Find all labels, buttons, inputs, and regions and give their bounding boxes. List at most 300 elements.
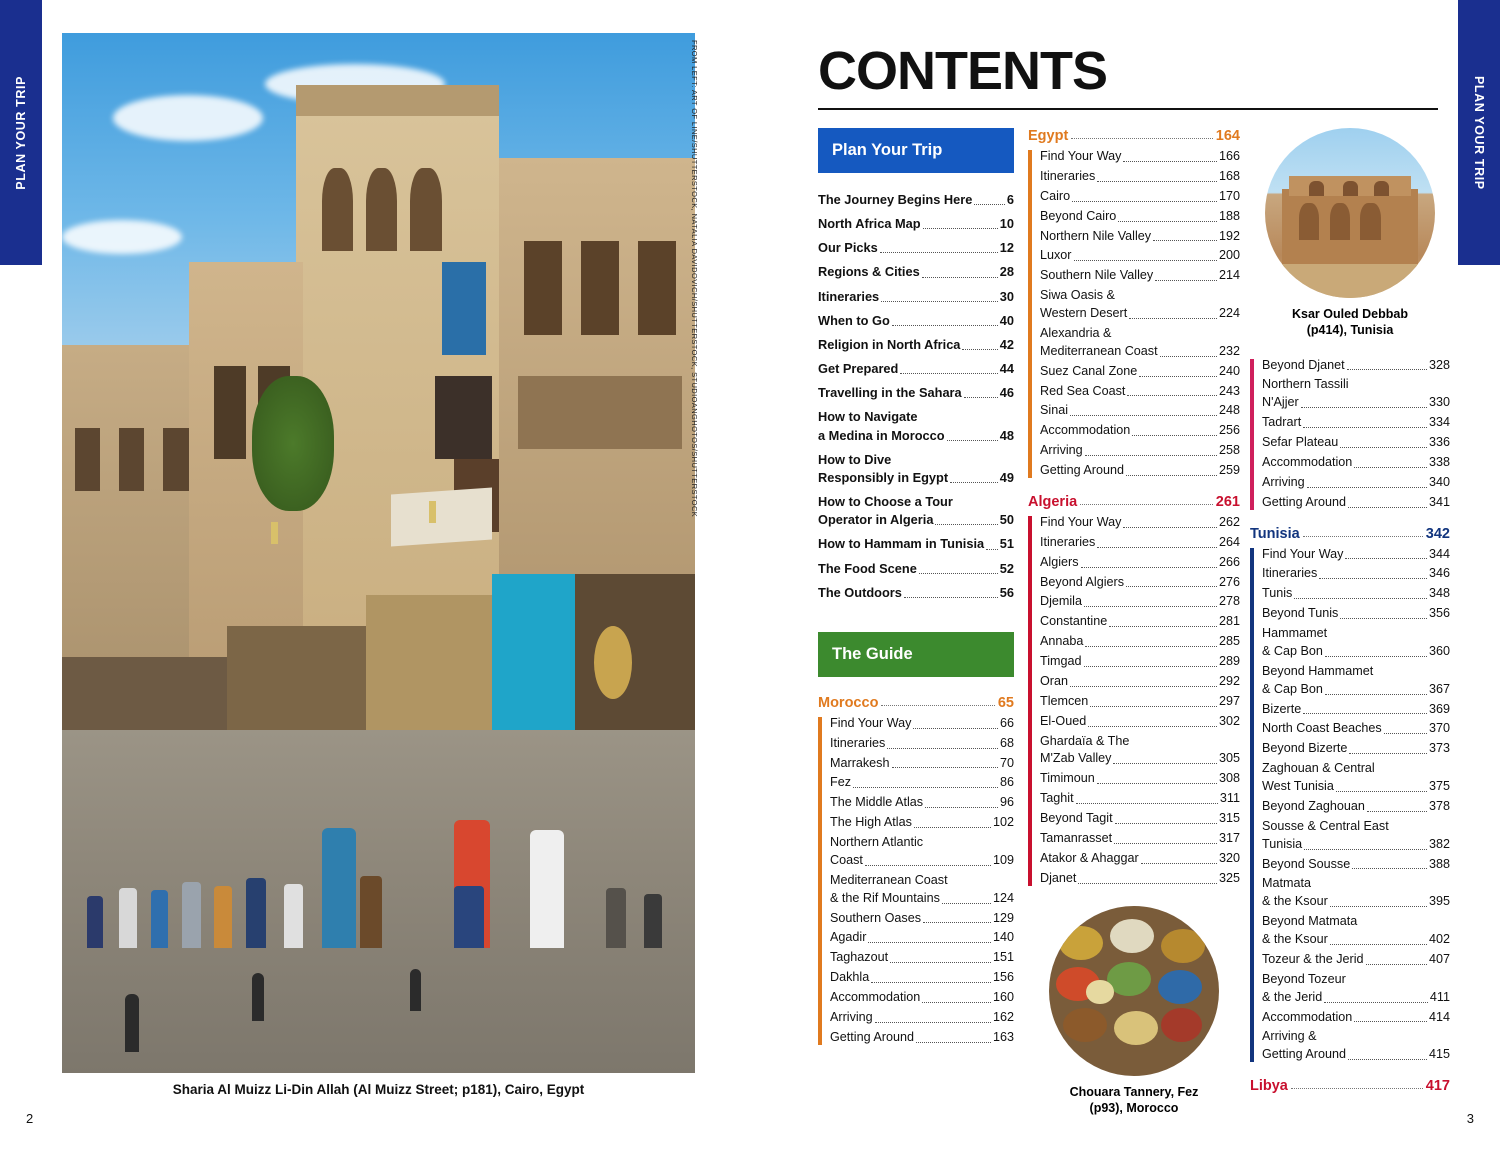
toc-entry[interactable] [1040, 148, 1240, 166]
toc-page: 292 [1218, 673, 1240, 688]
toc-page: 297 [1218, 693, 1240, 708]
leader-dots [881, 301, 998, 302]
page-title: CONTENTS [818, 41, 1107, 101]
toc-entry[interactable] [1040, 514, 1240, 532]
toc-title-line2: Operator in Algeria [818, 512, 934, 528]
country-heading-morocco[interactable] [818, 695, 1014, 711]
toc-entry[interactable] [1040, 208, 1240, 226]
toc-entry[interactable] [1040, 188, 1240, 206]
leader-dots [922, 1002, 991, 1003]
toc-page: 276 [1218, 574, 1240, 589]
toc-entry[interactable] [1040, 267, 1240, 285]
leader-dots [986, 549, 998, 550]
right-page [750, 0, 1500, 1154]
leader-dots [900, 373, 997, 374]
toc-entry[interactable] [1262, 740, 1450, 758]
toc-entry[interactable] [1262, 875, 1450, 911]
country-heading-tunisia[interactable] [1250, 526, 1450, 542]
toc-page: 375 [1428, 779, 1450, 793]
leader-dots [892, 325, 998, 326]
algeria-continued-list [1250, 357, 1450, 512]
leader-dots [871, 982, 991, 983]
toc-entry[interactable] [1040, 770, 1240, 788]
toc-entry[interactable] [830, 872, 1014, 908]
caption-line-2: (p93), Morocco [1089, 1100, 1179, 1115]
toc-entry[interactable] [1040, 402, 1240, 420]
toc-title: Siwa Oasis & [1040, 288, 1115, 303]
leader-dots [1336, 791, 1427, 792]
toc-title: Taghit [1040, 791, 1074, 806]
toc-entry[interactable] [1040, 442, 1240, 460]
toc-title: Accommodation [1262, 1009, 1353, 1024]
toc-title: Itineraries [830, 735, 886, 750]
leader-dots [1294, 598, 1427, 599]
toc-title: Sefar Plateau [1262, 435, 1339, 449]
toc-title: The Food Scene [818, 560, 917, 576]
toc-entry[interactable] [818, 384, 1014, 402]
leader-dots [892, 767, 998, 768]
leader-dots [1123, 527, 1217, 528]
toc-entry[interactable] [1262, 760, 1450, 796]
toc-entry[interactable] [1262, 605, 1450, 623]
toc-title: Northern Nile Valley [1040, 228, 1152, 243]
toc-title: Beyond Cairo [1040, 208, 1117, 223]
photo-caption: Sharia Al Muizz Li-Din Allah (Al Muizz Street; p181), Cairo, Egypt [172, 1082, 585, 1097]
toc-title-line2: Mediterranean Coast [1040, 343, 1158, 358]
toc-title: Itineraries [1262, 566, 1318, 581]
leader-dots [1354, 1021, 1427, 1022]
toc-page: 395 [1428, 894, 1450, 909]
country-name: Libya [1250, 1078, 1288, 1095]
toc-page: 415 [1428, 1047, 1450, 1062]
toc-page: 162 [992, 1009, 1014, 1024]
leader-dots [875, 1022, 991, 1023]
leader-dots [1367, 811, 1427, 812]
toc-entry[interactable] [818, 408, 1014, 444]
country-name: Tunisia [1250, 525, 1300, 542]
toc-entry[interactable] [818, 312, 1014, 330]
toc-page: 124 [992, 890, 1014, 905]
toc-entry[interactable] [1262, 625, 1450, 661]
leader-dots [950, 482, 998, 483]
toc-title-line2: & Cap Bon [1262, 681, 1323, 696]
toc-title: Beyond Zaghouan [1262, 798, 1365, 813]
toc-page: 163 [992, 1029, 1014, 1044]
toc-page: 266 [1218, 554, 1240, 569]
toc-title: Arriving [830, 1009, 873, 1024]
toc-title: Zaghouan & Central [1262, 761, 1375, 776]
toc-entry[interactable] [830, 814, 1014, 832]
leader-dots [916, 1042, 991, 1043]
leader-dots [1366, 964, 1427, 965]
toc-title: Northern Tassili [1262, 377, 1349, 392]
toc-title-line2: Getting Around [1262, 1047, 1347, 1062]
country-page: 65 [997, 694, 1014, 711]
side-tab-plan-your-trip-left [0, 0, 42, 265]
toc-entry[interactable] [818, 584, 1014, 602]
toc-entry[interactable] [1040, 593, 1240, 611]
toc-entry[interactable] [818, 288, 1014, 306]
leader-dots [1085, 455, 1217, 456]
toc-page: 68 [999, 735, 1014, 750]
toc-title: Mediterranean Coast [830, 872, 948, 887]
page-number-right: 3 [1466, 1111, 1474, 1126]
toc-page: 305 [1218, 751, 1240, 766]
leader-dots [1307, 487, 1427, 488]
toc-entry[interactable] [1040, 462, 1240, 480]
toc-entry[interactable] [818, 239, 1014, 257]
leader-dots [1352, 868, 1427, 869]
toc-title: How to Hammam in Tunisia [818, 536, 985, 552]
toc-title: Getting Around [1262, 494, 1347, 509]
toc-page: 402 [1428, 932, 1450, 946]
toc-page: 243 [1218, 383, 1240, 398]
toc-title: Arriving & [1262, 1029, 1317, 1044]
toc-entry[interactable] [1262, 798, 1450, 816]
toc-entry[interactable] [830, 715, 1014, 733]
leader-dots [1304, 849, 1427, 850]
toc-page: 348 [1428, 586, 1450, 601]
toc-entry[interactable] [1040, 653, 1240, 671]
toc-page: 334 [1428, 415, 1450, 430]
leader-dots [974, 204, 1005, 205]
toc-page: 30 [999, 288, 1014, 304]
toc-page: 192 [1218, 228, 1240, 243]
leader-dots [1080, 504, 1213, 505]
caption-line-1: Ksar Ouled Debbab [1292, 307, 1408, 321]
toc-title: Beyond Djanet [1262, 357, 1345, 372]
leader-dots [1088, 726, 1217, 727]
toc-title: Matmata [1262, 876, 1311, 891]
toc-title-line2: Western Desert [1040, 306, 1128, 320]
toc-page: 6 [1006, 192, 1014, 207]
leader-dots [1129, 318, 1217, 319]
toc-page: 256 [1218, 423, 1240, 438]
leader-dots [1109, 626, 1217, 627]
toc-page: 336 [1428, 435, 1450, 449]
toc-page: 411 [1429, 989, 1450, 1004]
toc-page: 49 [999, 469, 1014, 485]
toc-entry[interactable] [1262, 971, 1450, 1007]
toc-title: Tamanrasset [1040, 830, 1113, 845]
toc-page: 407 [1428, 951, 1450, 966]
toc-entry[interactable] [818, 336, 1014, 354]
side-tab-label: PLAN YOUR TRIP [1472, 75, 1486, 190]
toc-entry[interactable] [1040, 870, 1240, 888]
toc-entry[interactable] [1040, 228, 1240, 246]
toc-entry[interactable] [1040, 850, 1240, 868]
toc-entry[interactable] [1040, 673, 1240, 691]
toc-entry[interactable] [1040, 713, 1240, 731]
leader-dots [1084, 666, 1217, 667]
toc-page: 317 [1218, 830, 1240, 845]
leader-dots [887, 748, 998, 749]
toc-title: Religion in North Africa [818, 336, 961, 352]
toc-entry[interactable] [1040, 733, 1240, 769]
toc-entry[interactable] [1040, 168, 1240, 186]
country-name: Algeria [1028, 493, 1078, 510]
side-tab-label: PLAN YOUR TRIP [14, 75, 28, 190]
toc-page: 140 [992, 930, 1014, 945]
toc-page: 344 [1428, 546, 1450, 561]
toc-title: Beyond Hammamet [1262, 663, 1374, 678]
toc-entry[interactable] [1262, 585, 1450, 603]
leader-dots [853, 787, 998, 788]
toc-page: 48 [999, 427, 1014, 443]
algeria-subsection-list [1028, 514, 1240, 888]
toc-title: Djemila [1040, 594, 1082, 609]
toc-entry[interactable] [830, 989, 1014, 1007]
toc-entry[interactable] [1040, 287, 1240, 323]
leader-dots [1070, 415, 1217, 416]
country-heading-algeria[interactable] [1028, 494, 1240, 510]
toc-entry[interactable] [830, 774, 1014, 792]
toc-page: 308 [1218, 771, 1240, 786]
country-page: 417 [1425, 1078, 1450, 1095]
leader-dots [1340, 447, 1427, 448]
leader-dots [1291, 1088, 1423, 1089]
chouara-tannery-photo [1049, 906, 1219, 1076]
leader-dots [923, 922, 991, 923]
toc-entry[interactable] [1040, 325, 1240, 361]
leader-dots [1324, 1002, 1428, 1003]
toc-entry[interactable] [1040, 633, 1240, 651]
toc-entry[interactable] [1040, 810, 1240, 828]
toc-title: Accommodation [1040, 423, 1131, 438]
toc-title-line2: a Medina in Morocco [818, 427, 945, 443]
leader-dots [962, 349, 997, 350]
leader-dots [1160, 356, 1217, 357]
toc-entry[interactable] [830, 755, 1014, 773]
country-name: Morocco [818, 694, 879, 711]
toc-entry[interactable] [1262, 1009, 1450, 1027]
toc-title: Taghazout [830, 950, 889, 965]
toc-title-line2: Coast [830, 852, 863, 867]
leader-dots [1070, 686, 1217, 687]
toc-entry[interactable] [830, 735, 1014, 753]
toc-entry[interactable] [1262, 720, 1450, 738]
toc-entry[interactable] [1262, 818, 1450, 854]
section-banner-plan-your-trip: Plan Your Trip [818, 128, 1014, 173]
toc-entry[interactable] [1040, 363, 1240, 381]
toc-entry[interactable] [830, 834, 1014, 870]
caption-line-1: Chouara Tannery, Fez [1069, 1084, 1199, 1099]
egypt-subsection-list [1028, 148, 1240, 480]
toc-title-line2: & the Jerid [1262, 989, 1323, 1004]
toc-entry[interactable] [1262, 434, 1450, 452]
toc-title: Travelling in the Sahara [818, 385, 962, 401]
toc-title: Tlemcen [1040, 693, 1089, 708]
toc-title: Arriving [1040, 443, 1083, 458]
leader-dots [1074, 260, 1217, 261]
toc-title: Timgad [1040, 654, 1082, 668]
leader-dots [1348, 1059, 1427, 1060]
toc-page: 70 [999, 755, 1014, 770]
toc-entry[interactable] [1262, 376, 1450, 412]
toc-entry[interactable] [818, 191, 1014, 209]
toc-page: 346 [1428, 566, 1450, 581]
toc-entry[interactable] [1040, 574, 1240, 592]
toc-title: Oran [1040, 673, 1068, 688]
toc-title: The Middle Atlas [830, 795, 924, 810]
country-page: 342 [1425, 525, 1450, 542]
toc-entry[interactable] [1040, 534, 1240, 552]
toc-entry[interactable] [830, 1029, 1014, 1047]
toc-entry[interactable] [1262, 494, 1450, 512]
toc-entry[interactable] [1262, 474, 1450, 492]
toc-entry[interactable] [1262, 546, 1450, 564]
toc-title: Find Your Way [830, 715, 912, 730]
toc-title: Timimoun [1040, 771, 1095, 786]
toc-entry[interactable] [1262, 454, 1450, 472]
toc-page: 86 [999, 775, 1014, 790]
leader-dots [1078, 883, 1217, 884]
toc-title: Red Sea Coast [1040, 383, 1126, 398]
toc-title-line2: & the Ksour [1262, 894, 1328, 909]
leader-dots [1118, 221, 1217, 222]
toc-entry[interactable] [1262, 1028, 1450, 1064]
toc-title: Find Your Way [1040, 514, 1122, 529]
toc-entry[interactable] [1040, 247, 1240, 265]
toc-title: Suez Canal Zone [1040, 363, 1138, 378]
toc-entry[interactable] [1262, 856, 1450, 874]
toc-title: Algiers [1040, 554, 1079, 569]
toc-page: 248 [1218, 403, 1240, 418]
tunisia-subsection-list [1250, 546, 1450, 1065]
toc-entry[interactable] [818, 360, 1014, 378]
toc-entry[interactable] [1040, 693, 1240, 711]
toc-page: 278 [1218, 594, 1240, 609]
leader-dots [1384, 733, 1427, 734]
toc-entry[interactable] [830, 910, 1014, 928]
leader-dots [947, 440, 998, 441]
toc-entry[interactable] [830, 794, 1014, 812]
leader-dots [1340, 618, 1427, 619]
leader-dots [1153, 240, 1217, 241]
country-page: 261 [1215, 493, 1240, 510]
toc-title-line2: Tunisia [1262, 836, 1303, 851]
toc-page: 168 [1218, 168, 1240, 183]
toc-title: Atakor & Ahaggar [1040, 850, 1139, 865]
toc-page: 200 [1218, 248, 1240, 263]
toc-page: 224 [1218, 306, 1240, 320]
toc-title: Beyond Tozeur [1262, 971, 1346, 986]
leader-dots [1303, 427, 1427, 428]
toc-title: Getting Around [830, 1029, 915, 1044]
toc-entry[interactable] [830, 949, 1014, 967]
toc-page: 160 [992, 990, 1014, 1005]
morocco-subsection-list [818, 715, 1014, 1047]
toc-page: 40 [999, 312, 1014, 328]
toc-page: 315 [1218, 811, 1240, 825]
toc-entry[interactable] [1262, 701, 1450, 719]
toc-title: Getting Around [1040, 463, 1125, 477]
toc-entry[interactable] [818, 560, 1014, 578]
toc-entry[interactable] [830, 929, 1014, 947]
toc-title: Beyond Bizerte [1262, 741, 1348, 756]
leader-dots [1141, 863, 1217, 864]
leader-dots [865, 865, 991, 866]
leader-dots [1301, 407, 1427, 408]
leader-dots [1123, 161, 1217, 162]
toc-title: Itineraries [1040, 534, 1096, 549]
leader-dots [1345, 558, 1427, 559]
toc-page: 51 [999, 536, 1014, 552]
toc-entry[interactable] [818, 535, 1014, 553]
toc-title: Hammamet [1262, 626, 1328, 640]
leader-dots [923, 228, 998, 229]
toc-page: 240 [1218, 363, 1240, 378]
leader-dots [1084, 606, 1217, 607]
toc-page: 12 [999, 240, 1014, 256]
leader-dots [1354, 467, 1427, 468]
contents-column-3 [1250, 128, 1450, 1098]
toc-page: 330 [1428, 395, 1450, 410]
toc-title: Southern Oases [830, 910, 922, 925]
toc-title: How to Navigate [818, 409, 918, 425]
leader-dots [1303, 536, 1423, 537]
country-heading-libya[interactable] [1250, 1078, 1450, 1094]
toc-title: Tozeur & the Jerid [1262, 951, 1364, 966]
toc-title: How to Choose a Tour [818, 494, 953, 510]
leader-dots [1126, 586, 1217, 587]
toc-entry[interactable] [818, 493, 1014, 529]
toc-entry[interactable] [1262, 913, 1450, 949]
toc-entry[interactable] [818, 451, 1014, 487]
toc-entry[interactable] [1262, 663, 1450, 699]
toc-entry[interactable] [1040, 613, 1240, 631]
toc-title: Marrakesh [830, 755, 890, 770]
toc-page: 66 [999, 715, 1014, 730]
toc-title: Dakhla [830, 970, 870, 985]
leader-dots [1072, 201, 1217, 202]
toc-entry[interactable] [818, 215, 1014, 233]
leader-dots [1155, 280, 1217, 281]
toc-entry[interactable] [1040, 830, 1240, 848]
toc-page: 259 [1218, 463, 1240, 477]
leader-dots [925, 807, 998, 808]
leader-dots [922, 277, 998, 278]
toc-page: 341 [1428, 494, 1450, 509]
leader-dots [1114, 843, 1217, 844]
toc-entry[interactable] [1040, 790, 1240, 808]
toc-entry[interactable] [1262, 357, 1450, 375]
toc-title: Accommodation [1262, 454, 1353, 469]
leader-dots [1113, 763, 1217, 764]
side-tab-plan-your-trip-right [1458, 0, 1500, 265]
country-heading-egypt[interactable] [1028, 128, 1240, 144]
toc-entry[interactable] [830, 1009, 1014, 1027]
toc-page: 109 [992, 852, 1014, 867]
toc-entry[interactable] [818, 263, 1014, 281]
leader-dots [890, 962, 991, 963]
toc-entry[interactable] [1262, 565, 1450, 583]
leader-dots [1132, 435, 1217, 436]
toc-title: Beyond Matmata [1262, 914, 1358, 929]
toc-page: 102 [992, 815, 1014, 830]
toc-entry[interactable] [1040, 554, 1240, 572]
toc-title: Northern Atlantic [830, 835, 924, 850]
toc-entry[interactable] [1040, 383, 1240, 401]
toc-title: Beyond Tunis [1262, 606, 1339, 621]
toc-page: 56 [999, 584, 1014, 600]
toc-page: 302 [1218, 713, 1240, 728]
toc-entry[interactable] [1262, 414, 1450, 432]
toc-entry[interactable] [830, 969, 1014, 987]
toc-title-line2: & the Rif Mountains [830, 890, 940, 905]
toc-entry[interactable] [1262, 951, 1450, 969]
toc-entry[interactable] [1040, 422, 1240, 440]
